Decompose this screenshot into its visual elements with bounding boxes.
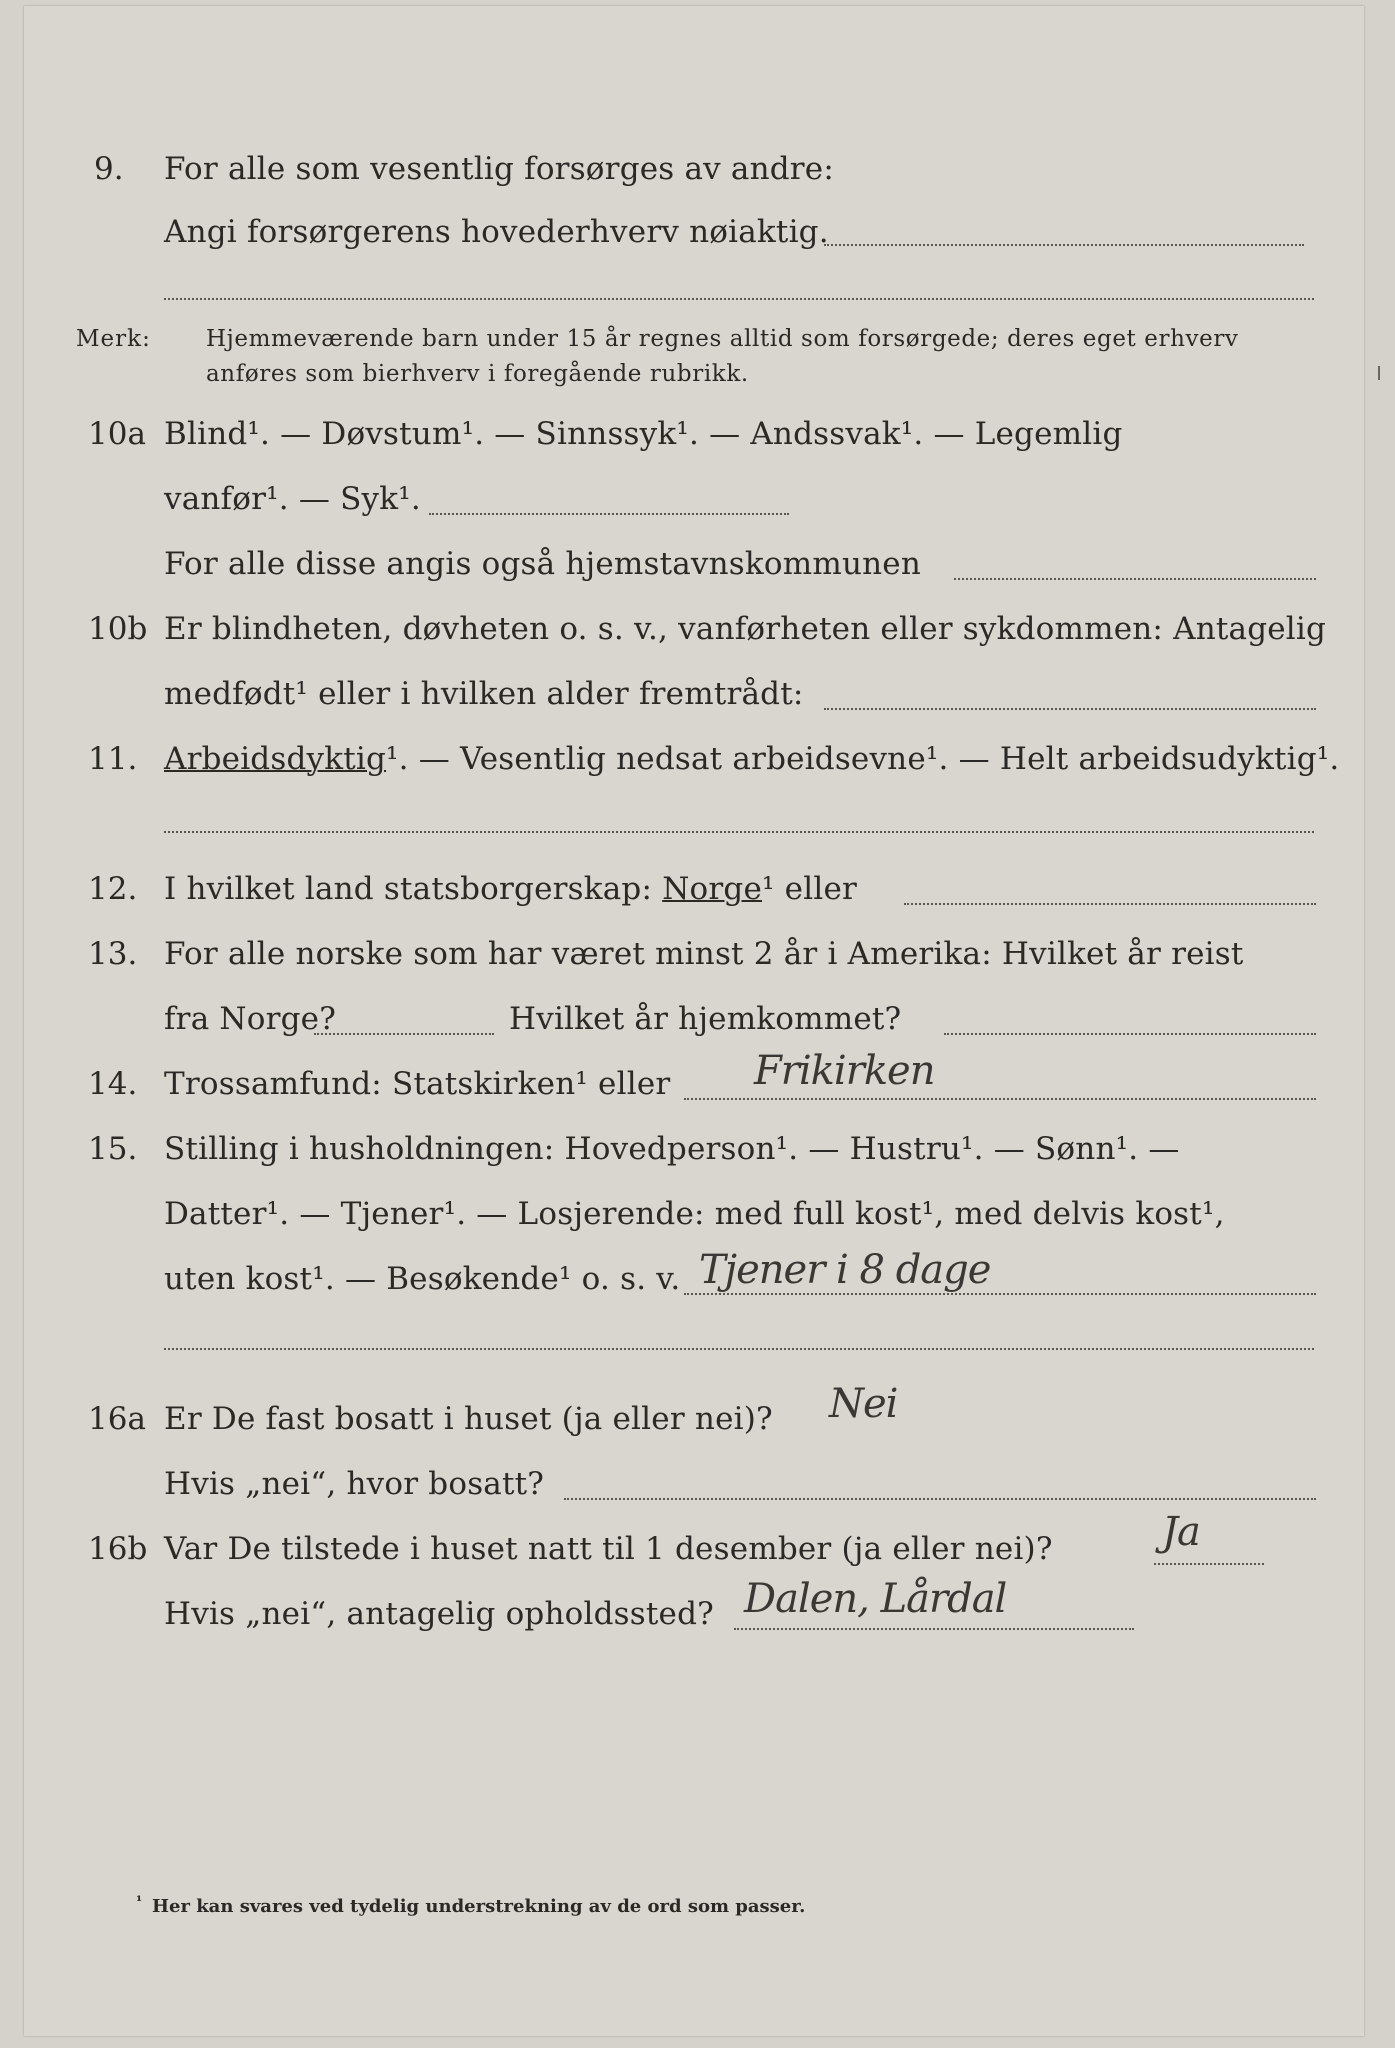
q15-answer-line2 xyxy=(164,1348,1314,1350)
q10b-number: 10b xyxy=(88,611,148,647)
q14-row xyxy=(24,1048,1364,1116)
q12-row xyxy=(24,871,1364,921)
q16b-row1 xyxy=(24,1509,1364,1581)
q12-number: 12. xyxy=(88,871,138,907)
q16b-line2: Hvis „nei“, antagelig opholdssted? xyxy=(164,1596,714,1632)
footnote-text: Her kan svares ved tydelig understrekning av de ord som passer. xyxy=(152,1896,806,1917)
q13-line2a: fra Norge? xyxy=(164,1001,337,1037)
q9-answer-line xyxy=(824,244,1304,246)
q10a-row2 xyxy=(24,481,1364,531)
q10b-row1 xyxy=(24,611,1364,661)
q15-line1: Stilling i husholdningen: Hovedperson¹. — Hustru¹. — Sønn¹. — xyxy=(164,1131,1180,1167)
q10b-line2: medfødt¹ eller i hvilken alder fremtrådt: xyxy=(164,676,804,712)
merk-line2: anføres som bierhverv i foregående rubrikk. xyxy=(206,361,749,387)
q15-handwritten-answer: Tjener i 8 dage xyxy=(699,1247,991,1293)
q10a-line1: Blind¹. — Døvstum¹. — Sinnssyk¹. — Andssvak¹. — Legemlig xyxy=(164,416,1123,452)
q11-underlined-choice: Arbeidsdyktig xyxy=(164,741,387,777)
q16a-row1 xyxy=(24,1381,1364,1451)
q9-line2: Angi forsørgerens hovederhverv nøiaktig. xyxy=(164,214,829,250)
q16a-number: 16a xyxy=(88,1401,146,1437)
q10a-line3: For alle disse angis også hjemstavnskommunen xyxy=(164,546,921,582)
q13-number: 13. xyxy=(88,936,138,972)
q11-number: 11. xyxy=(88,741,138,777)
edge-mark xyxy=(1378,366,1380,380)
q13-row2 xyxy=(24,1001,1364,1051)
merk-line1: Hjemmeværende barn under 15 år regnes alltid som forsørgede; deres eget erhverv xyxy=(206,326,1239,352)
q11-answer-line xyxy=(164,831,1314,833)
q13-return-line xyxy=(944,1033,1316,1035)
q12-line1-rest: ¹ eller xyxy=(762,871,858,907)
q16b-answer-line1 xyxy=(1154,1563,1264,1565)
q15-row1 xyxy=(24,1131,1364,1181)
q13-row1 xyxy=(24,936,1364,986)
q16b-number: 16b xyxy=(88,1531,148,1567)
q9-row xyxy=(24,151,1364,201)
q13-departure-line xyxy=(314,1033,494,1035)
merk-label: Merk: xyxy=(76,326,151,352)
q9-row2 xyxy=(24,214,1364,264)
q14-handwritten-answer: Frikirken xyxy=(754,1048,935,1094)
q16a-handwritten-answer: Nei xyxy=(829,1381,898,1427)
q10a-row3 xyxy=(24,546,1364,596)
q16b-handwritten-answer2: Dalen, Lårdal xyxy=(744,1576,1007,1622)
q11-row xyxy=(24,741,1364,791)
q10b-answer-line xyxy=(824,708,1316,710)
q16b-handwritten-answer1: Ja xyxy=(1162,1509,1200,1555)
q14-answer-line xyxy=(684,1098,1316,1100)
q13-line2b: Hvilket år hjemkommet? xyxy=(509,1001,902,1037)
q16b-line1: Var De tilstede i huset natt til 1 desember (ja eller nei)? xyxy=(164,1531,1053,1567)
q10a-line2: vanfør¹. — Syk¹. xyxy=(164,481,421,517)
q10a-answer-line xyxy=(429,513,789,515)
footnote xyxy=(24,1896,1364,1926)
q16a-answer-line xyxy=(564,1498,1316,1500)
q15-answer-line xyxy=(684,1293,1316,1295)
q12-answer-line xyxy=(904,903,1316,905)
q10b-row2 xyxy=(24,676,1364,726)
q10b-line1: Er blindheten, døvheten o. s. v., vanførheten eller sykdommen: Antagelig xyxy=(164,611,1327,647)
q13-line1: For alle norske som har været minst 2 år i Amerika: Hvilket år reist xyxy=(164,936,1244,972)
q10a-number: 10a xyxy=(88,416,146,452)
q10a-row1 xyxy=(24,416,1364,466)
q10a-home-line xyxy=(954,578,1316,580)
q15-line2: Datter¹. — Tjener¹. — Losjerende: med full kost¹, med delvis kost¹, xyxy=(164,1196,1225,1232)
q14-line1: Trossamfund: Statskirken¹ eller xyxy=(164,1066,671,1102)
q9-answer-line2 xyxy=(164,298,1314,300)
q14-number: 14. xyxy=(88,1066,138,1102)
footnote-mark: ¹ xyxy=(136,1894,143,1910)
q15-line3: uten kost¹. — Besøkende¹ o. s. v. xyxy=(164,1261,681,1297)
q11-line1 xyxy=(164,741,1339,777)
q15-row2 xyxy=(24,1196,1364,1246)
q16a-line2: Hvis „nei“, hvor bosatt? xyxy=(164,1466,545,1502)
q16a-line1: Er De fast bosatt i huset (ja eller nei)? xyxy=(164,1401,773,1437)
q15-row3 xyxy=(24,1247,1364,1311)
q16b-answer-line2 xyxy=(734,1628,1134,1630)
census-form-page xyxy=(24,6,1364,2036)
q11-line1-rest: ¹. — Vesentlig nedsat arbeidsevne¹. — Helt arbeidsudyktig¹. xyxy=(386,741,1340,777)
q16b-row2 xyxy=(24,1576,1364,1646)
q15-number: 15. xyxy=(88,1131,138,1167)
q12-underlined-choice: Norge xyxy=(662,871,762,907)
q12-line1 xyxy=(164,871,857,907)
q9-number: 9. xyxy=(94,151,124,187)
q9-line1: For alle som vesentlig forsørges av andre: xyxy=(164,151,834,187)
q12-question: I hvilket land statsborgerskap: xyxy=(164,871,653,907)
